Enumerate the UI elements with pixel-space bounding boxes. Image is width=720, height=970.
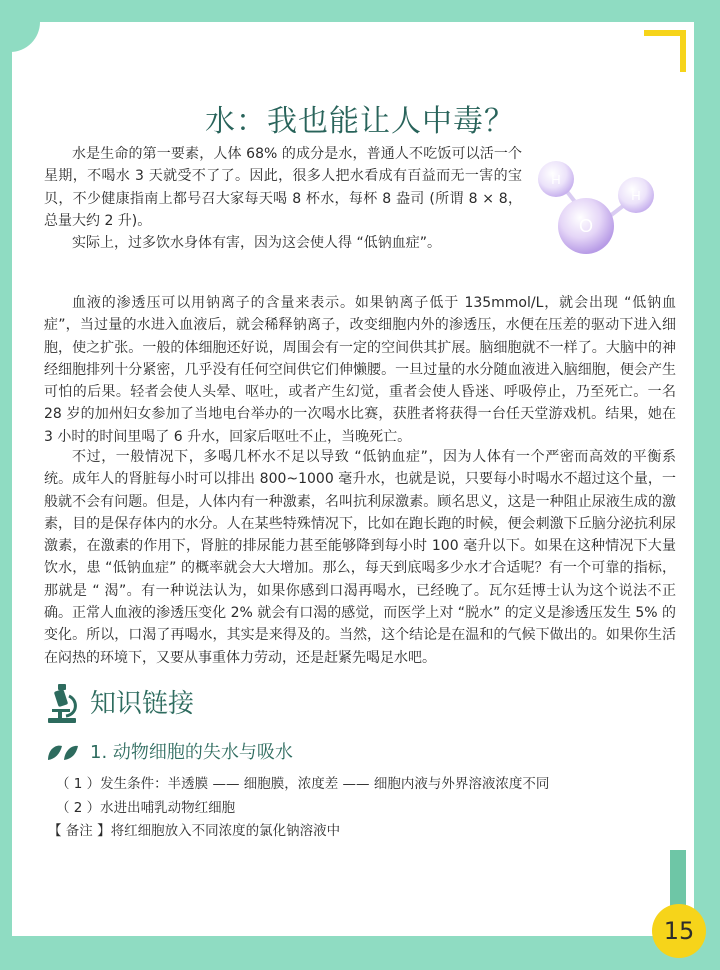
hydrogen-label-right: H [631,188,641,203]
body-paragraph-2: 不过，一般情况下，多喝几杯水不足以导致 “低钠血症”，因为人体有一个严密而高效的平衡系统。成年人的肾脏每小时可以排出 800~1000 毫升水，也就是说，只要每小时喝水不超过这个量，一般就不会有问题。但是，人体内有一种激素，名叫抗利尿激素。顾名思义，这是一种阻止尿液生成的激素，目的是保存体内的水分。人在某些特殊情况下，比如在跑长跑的时候，便会刺激下丘脑分泌抗利尿激素，在激素的作用下，肾脏的排尿能力甚至能够降到每小时 100 毫升以下。如果在这种情况下大量饮水，患 “低钠血症” 的概率就会大大增加。那么，每天到底喝多少水才合适呢？有一个可靠的指标，那就是 “ 渴”。有一种说法认为，如果你感到口渴再喝水，已经晚了。瓦尔廷博士认为这个说法不正确。正常人血液的渗透压变化 2% 就会有口渴的感觉，而医学上对 “脱水” 的定义是渗透压发生 5% 的变化。所以，口渴了再喝水，其实是来得及的。当然，这个结论是在温和的气候下做出的。如果你生活在闷热的环境下，又要从事重体力劳动，还是赶紧先喝足水吧。 [44,449,676,666]
knowledge-item-1: （ 1 ）发生条件：半透膜 —— 细胞膜，浓度差 —— 细胞内液与外界溶液浓度不同 [56,776,550,792]
water-molecule-icon [528,150,666,260]
page-title: 水：我也能让人中毒？ [205,104,515,139]
microscope-icon [44,682,80,724]
side-tab-decoration [670,850,686,910]
body-paragraph-1: 血液的渗透压可以用钠离子的含量来表示。如果钠离子低于 135mmol/L，就会出现 “低钠血症”，当过量的水进入血液后，就会稀释钠离子，改变细胞内外的渗透压，水便在压差的驱动下进入细胞，使之扩张。一般的体细胞还好说，周围会有一定的空间供其扩展。脑细胞就不一样了。大脑中的神经细胞排列十分紧密，几乎没有任何空间供它们伸懒腰。一旦过量的水分随血液进入脑细胞，便会产生可怕的后果。轻者会使人头晕、呕吐，或者产生幻觉，重者会使人昏迷、呼吸停止，乃至死亡。一名 28 岁的加州妇女参加了当地电台举办的一次喝水比赛，获胜者将获得一台任天堂游戏机。结果，她在 3 小时的时间里喝了 6 升水，回家后呕吐不止，当晚死亡。 [44,295,676,445]
knowledge-section-title: 知识链接 [90,689,195,719]
corner-bracket-decoration [644,30,686,72]
knowledge-item-2: （ 2 ）水进出哺乳动物红细胞 [56,800,236,816]
page-frame-left [0,0,12,970]
page-number-badge: 15 [652,904,706,958]
intro-paragraph-2: 实际上，过多饮水身体有害，因为这会使人得 “低钠血症”。 [72,235,441,251]
hydrogen-label-left: H [551,172,561,187]
leaf-icon [46,742,80,762]
knowledge-note: 【 备注 】将红细胞放入不同浓度的氯化钠溶液中 [48,823,341,839]
subsection-title: 1. 动物细胞的失水与吸水 [90,742,293,763]
page-frame-right [694,22,720,970]
page-frame-top [0,0,720,22]
oxygen-label: O [578,216,594,236]
page-frame-bottom [0,936,720,970]
intro-paragraph-1: 水是生命的第一要素，人体 68% 的成分是水，普通人不吃饭可以活一个星期，不喝水 3 天就受不了了。因此，很多人把水看成有百益而无一害的宝贝，不少健康指南上都号召大家每天喝 8 杯水，每杯 8 盎司 (所谓 8 × 8，总量大约 2 升)。 [44,146,522,229]
